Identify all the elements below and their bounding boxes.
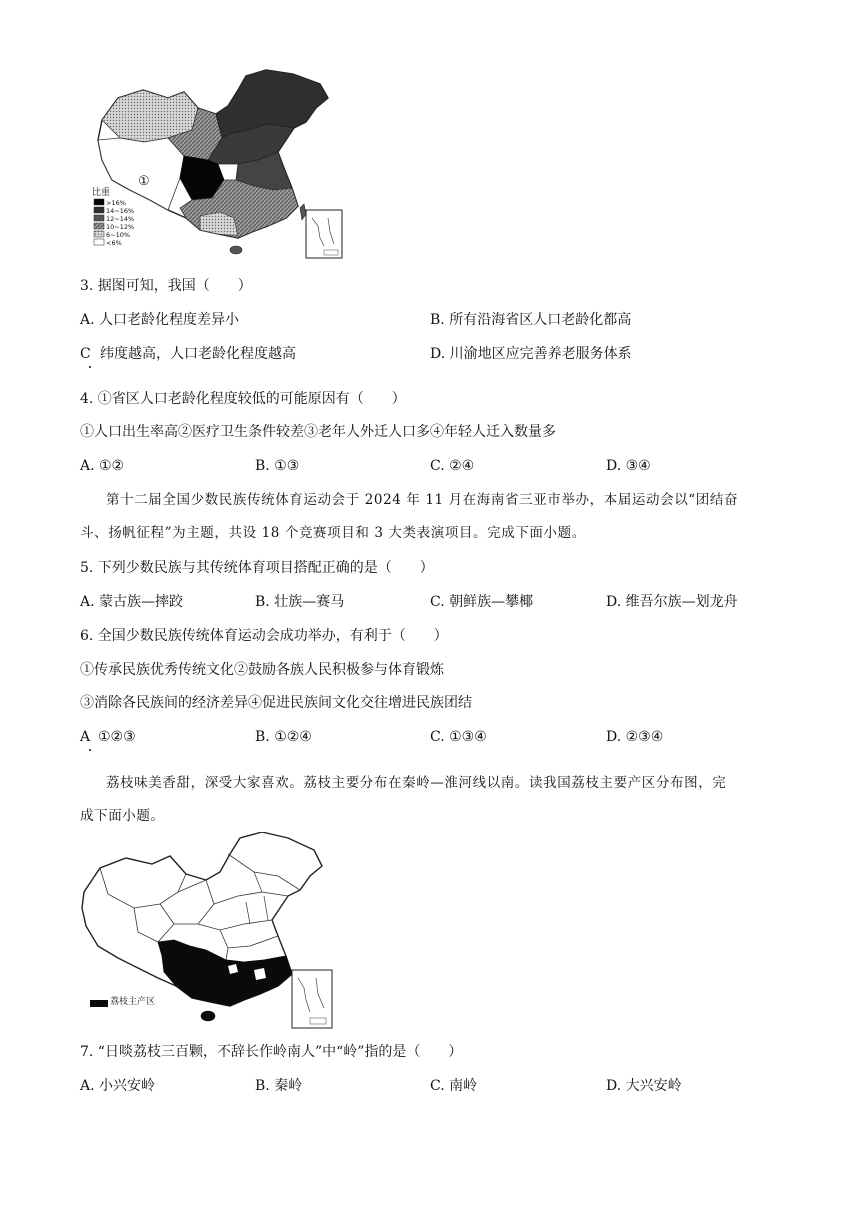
q5-option-a: A. 蒙古族—摔跤: [80, 594, 184, 610]
option-dot: [89, 366, 91, 368]
q7-option-a: A. 小兴安岭: [80, 1078, 156, 1094]
lychee-legend-swatch: [90, 1000, 108, 1007]
q3-option-c-letter: C: [80, 346, 91, 362]
lychee-legend-label: 荔枝主产区: [110, 997, 156, 1007]
q4-option-b: B. ①③: [255, 458, 300, 474]
q4-items: ①人口出生率高②医疗卫生条件较差③老年人外迁人口多④年轻人迁入数量多: [80, 424, 556, 440]
q5-option-d: D. 维吾尔族—划龙舟: [606, 594, 738, 610]
q3-option-b: B. 所有沿海省区人口老龄化都高: [430, 312, 632, 328]
q5-option-c: C. 朝鲜族—攀椰: [430, 594, 534, 610]
q3-option-a: A. 人口老龄化程度差异小: [80, 312, 240, 328]
q6-option-c: C. ①③④: [430, 729, 487, 745]
q4-option-a: A. ①②: [80, 458, 125, 474]
q6-stem: 6. 全国少数民族传统体育运动会成功举办，有利于（ ）: [80, 628, 448, 644]
q6-option-a: ①②③: [98, 729, 136, 745]
legend-labels: [106, 199, 134, 247]
region-marker-1: ①: [138, 174, 150, 189]
q4-option-c: C. ②④: [430, 458, 475, 474]
legend-label: 10~12%: [106, 223, 135, 231]
legend-label: 14~16%: [106, 207, 135, 215]
q5-stem: 5. 下列少数民族与其传统体育项目搭配正确的是（ ）: [80, 560, 434, 576]
legend-label: >16%: [106, 199, 126, 207]
q6-option-d: D. ②③④: [606, 729, 664, 745]
passage-2-line-1: 荔枝味美香甜，深受大家喜欢。荔枝主要分布在秦岭—淮河线以南。读我国荔枝主要产区分布图，完: [106, 775, 727, 791]
passage-1-line-2: 斗、扬帆征程”为主题，共设 18 个竞赛项目和 3 大类表演项目。完成下面小题。: [80, 525, 586, 541]
q6-items-1: ①传承民族优秀传统文化②鼓励各族人民积极参与体育锻炼: [80, 662, 444, 678]
passage-1-line-1: 第十二届全国少数民族传统体育运动会于 2024 年 11 月在海南省三亚市举办，本届运动会以“团结奋: [106, 492, 739, 508]
legend-label: 12~14%: [106, 215, 135, 223]
q7-option-d: D. 大兴安岭: [606, 1078, 682, 1094]
q4-stem: 4. ①省区人口老龄化程度较低的可能原因有（ ）: [80, 391, 406, 407]
q6-items-2: ③消除各民族间的经济差异④促进民族间文化交往增进民族团结: [80, 695, 472, 711]
passage-2-line-2: 成下面小题。: [80, 808, 165, 824]
q3-option-d: D. 川渝地区应完善养老服务体系: [430, 346, 632, 362]
q4-option-d: D. ③④: [606, 458, 651, 474]
q7-stem: 7. “日啖荔枝三百颗，不辞长作岭南人”中“岭”指的是（ ）: [80, 1044, 463, 1060]
legend-title: 比重: [92, 188, 111, 198]
q6-option-b: B. ①②④: [255, 729, 312, 745]
q7-option-c: C. 南岭: [430, 1078, 478, 1094]
legend-label: <6%: [106, 239, 122, 247]
option-dot: [89, 749, 91, 751]
q6-option-a-letter: A: [80, 729, 91, 745]
legend-label: 6~10%: [106, 231, 131, 239]
q3-option-c: 纬度越高，人口老龄化程度越高: [100, 346, 296, 362]
q5-option-b: B. 壮族—赛马: [255, 594, 345, 610]
q3-stem: 3. 据图可知，我国（ ）: [80, 278, 252, 294]
q7-option-b: B. 秦岭: [255, 1078, 303, 1094]
aging-legend: [94, 199, 104, 245]
